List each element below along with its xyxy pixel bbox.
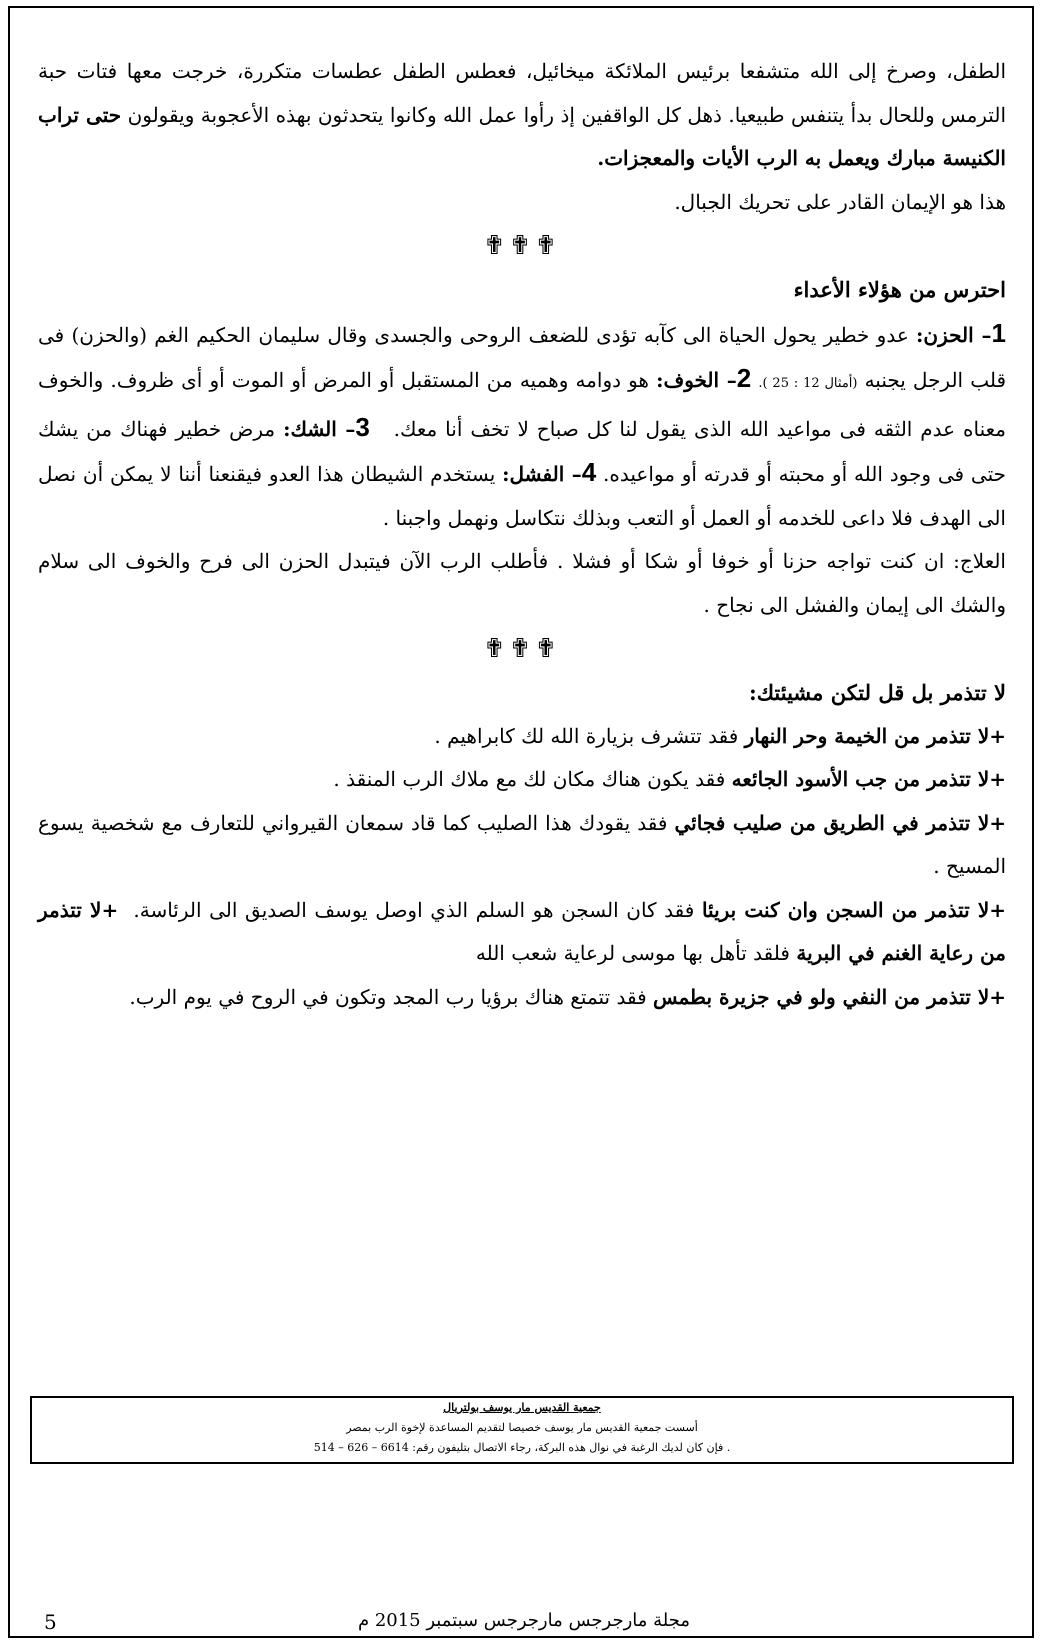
- bible-reference: (أمثال 12 : 25 ).: [758, 376, 858, 391]
- item-text: فقد تتشرف بزيارة الله لك كابراهيم .: [434, 723, 739, 748]
- list-item: [38, 976, 1006, 1020]
- item-heading: – الشك:: [283, 416, 356, 441]
- list-item: [38, 715, 1006, 759]
- intro-end: هذا هو الإيمان القادر على تحريك الجبال.: [674, 189, 1006, 214]
- item-bold: +لا تتذمر من النفي ولو في جزيرة بطمس: [653, 984, 1006, 1009]
- cure-paragraph: العلاج: ان كنت تواجه حزنا أو خوفا أو شكا أو فشلا . فأطلب الرب الآن فيتبدل الحزن الى فرح والخوف الى سلام والشك الى إيمان والفشل الى نجاح .: [38, 549, 1006, 617]
- section2-title: لا تتذمر بل قل لتكن مشيئتك:: [748, 680, 1006, 705]
- enemies-paragraph: [38, 312, 1006, 541]
- item-bold: +لا تتذمر من رعاية الغنم في البرية: [38, 897, 1006, 965]
- item-heading: – الفشل:: [502, 462, 582, 486]
- item-heading: – الخوف:: [656, 368, 737, 392]
- notice-phone-line: . فإن كان لديك الرغبة في نوال هذه البركة، رجاء الاتصال بتليفون رقم: 6614 – 626 – 514: [313, 1441, 731, 1454]
- item-heading: – الحزن:: [916, 322, 992, 347]
- intro-bold: حتى تراب الكنيسة مبارك ويعمل به الرب الأيات والمعجزات.: [38, 102, 1006, 170]
- item-bold: +لا تتذمر من السجن وان كنت بريئا: [701, 897, 1007, 922]
- article-body: [38, 50, 1006, 1019]
- section1-title: احترس من هؤلاء الأعداء: [793, 277, 1006, 302]
- magazine-issue: مجلة مارجرجس مارجرجس سبتمبر 2015 م: [357, 1610, 691, 1631]
- item-number: 4: [581, 457, 597, 487]
- item-bold: +لا تتذمر في الطريق من صليب فجائي: [674, 810, 1006, 835]
- crosses-divider: ✟✟✟: [483, 634, 561, 664]
- notice-line: أسست جمعية القديس مار يوسف خصيصا لتقديم المساعدة لإخوة الرب بمصر: [346, 1421, 698, 1434]
- list-item: [38, 889, 1006, 976]
- page-number: 5: [44, 1610, 57, 1634]
- item-text: فقد كان السجن هو السلم الذي اوصل يوسف الصديق الى الرئاسة.: [133, 897, 695, 922]
- item-text: هو دوامه وهميه من المستقبل أو المرض أو الموت أو أى ظروف. والخوف معناه عدم الثقه فى مواعيد الله الذى يقول لنا كل صباح لا تخف أنا معك.: [38, 368, 1007, 441]
- item-bold: +لا تتذمر من جب الأسود الجائعه: [731, 767, 1006, 791]
- item-number: 2: [736, 363, 752, 393]
- intro-text: الطفل، وصرخ إلى الله متشفعا برئيس الملائكة ميخائيل، فعطس الطفل عطسات متكررة، خرجت معها فتات حبة الترمس وللحال بدأ يتنفس طبيعيا. ذهل كل الواقفين إذ رأوا عمل الله وكانوا يتحدثون بهذه الأعجوبة ويقولون: [38, 59, 1006, 127]
- item-text: فقد يقودك هذا الصليب كما قاد سمعان القيرواني للتعارف مع شخصية يسوع المسيح .: [38, 810, 1006, 878]
- item-text: فقد تتمتع هناك برؤيا رب المجد وتكون في الروح في يوم الرب.: [129, 984, 647, 1009]
- item-bold: +لا تتذمر من الخيمة وحر النهار: [744, 723, 1006, 748]
- item-text: عدو خطير يحول الحياة الى كآبه تؤدى للضعف الروحى والجسدى وقال سليمان الحكيم الغم (والحزن) فى قلب الرجل يجنبه: [38, 322, 1007, 392]
- list-item: [38, 802, 1006, 889]
- item-number: 1: [991, 317, 1007, 348]
- notice-title: جمعية القديس مار يوسف بولتريال: [443, 1401, 601, 1414]
- item-text: فقد يكون هناك مكان لك مع ملاك الرب المنقذ .: [333, 767, 726, 791]
- item-text: يستخدم الشيطان هذا العدو فيقنعنا أننا لا يمكن أن نصل الى الهدف فلا داعى للخدمه أو العمل أو التعب وبذلك نتكاسل ونهمل واجبنا .: [38, 462, 1006, 530]
- item-text: مرض خطير فهناك من يشك حتى فى وجود الله أو محبته أو قدرته أو مواعيده.: [38, 416, 1006, 486]
- list-item: [38, 758, 1006, 802]
- item-text: فلقد تأهل بها موسى لرعاية شعب الله: [475, 941, 790, 965]
- crosses-divider: ✟✟✟: [483, 231, 561, 261]
- intro-paragraph: [38, 50, 1006, 181]
- association-notice-box: [30, 1396, 1014, 1464]
- item-number: 3: [355, 411, 370, 442]
